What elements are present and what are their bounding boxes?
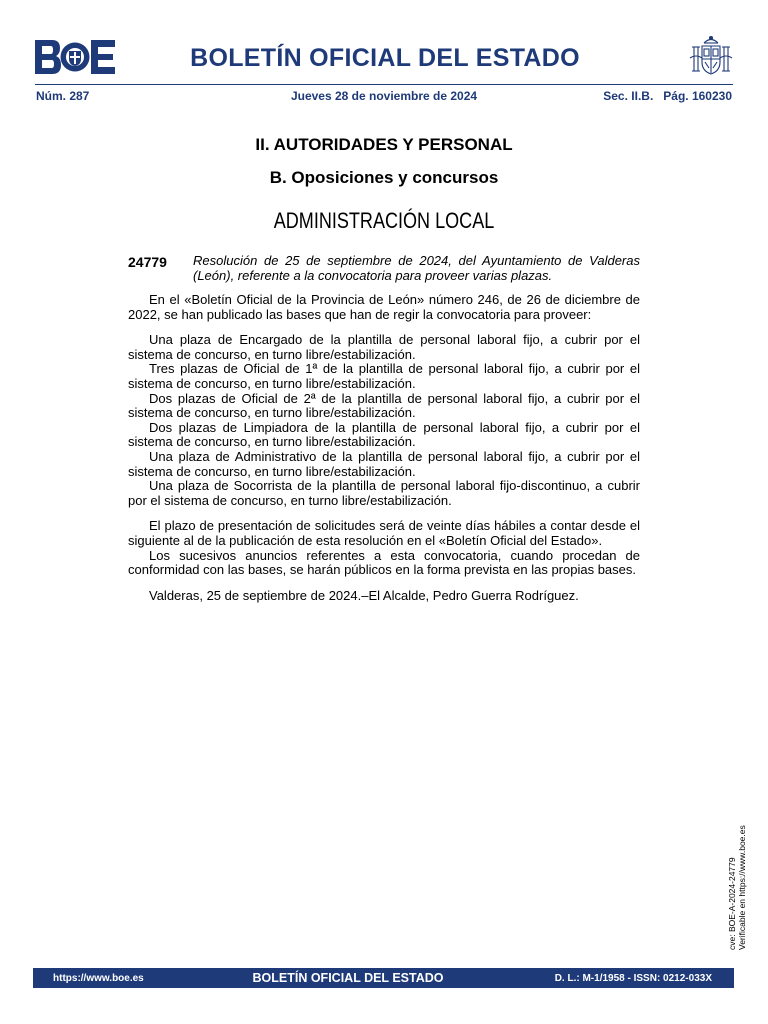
body-paragraph: El plazo de presentación de solicitudes será de veinte días hábiles a contar desde el siguiente al de la publicación de esta resolución en el «Boletín Oficial del Estado». (128, 518, 640, 548)
section-title: II. AUTORIDADES Y PERSONAL (255, 135, 513, 154)
issue-date: Jueves 28 de noviembre de 2024 (290, 89, 478, 103)
body-paragraph: Una plaza de Socorrista de la plantilla de personal laboral fijo-discontinuo, a cubrir por el sistema de concurso, en turno libre/estabilización. (128, 478, 640, 508)
body-paragraph: Dos plazas de Limpiadora de la plantilla de personal laboral fijo, a cubrir por el sistema de concurso, en turno libre/estabilización. (128, 419, 640, 450)
footer-issn: D. L.: M-1/1958 - ISSN: 0212-033X (554, 973, 712, 984)
category-title: ADMINISTRACIÓN LOCAL (273, 208, 495, 233)
footer-url-link[interactable]: https://www.boe.es (53, 973, 144, 984)
document-number: 24779 (128, 254, 167, 270)
masthead-title: BOLETÍN OFICIAL DEL ESTADO (190, 44, 580, 72)
boe-logo (35, 40, 115, 74)
cve-side-note (727, 825, 747, 950)
body-paragraph: Una plaza de Encargado de la plantilla de personal laboral fijo, a cubrir por el sistema de concurso, en turno libre/estabilización. (128, 332, 640, 362)
issue-number: Núm. 287 (36, 89, 90, 103)
verify-note[interactable]: Verificable en https://www.boe.es (737, 825, 747, 950)
section-page: Sec. II.B. Pág. 160230 (603, 89, 732, 103)
document-body (128, 293, 640, 603)
footer-bar (33, 968, 734, 988)
body-paragraph: En el «Boletín Oficial de la Provincia de León» número 246, de 26 de diciembre de 2022, se han publicado las bases que han de regir la convocatoria para proveer: (128, 292, 640, 322)
body-paragraph: Los sucesivos anuncios referentes a esta convocatoria, cuando procedan de conformidad con las bases, se harán públicos en la forma prevista en las propias bases. (128, 547, 640, 578)
body-paragraph: Una plaza de Administrativo de la plantilla de personal laboral fijo, a cubrir por el sistema de concurso, en turno libre/estabilización. (128, 448, 640, 479)
header-divider (35, 84, 733, 85)
subsection-title: B. Oposiciones y concursos (269, 168, 499, 187)
footer-title: BOLETÍN OFICIAL DEL ESTADO (252, 971, 444, 985)
cve-code: cve: BOE-A-2024-24779 (727, 857, 737, 950)
signature-paragraph: Valderas, 25 de septiembre de 2024.–El Alcalde, Pedro Guerra Rodríguez. (149, 587, 579, 603)
body-paragraph: Dos plazas de Oficial de 2ª de la plantilla de personal laboral fijo, a cubrir por el sistema de concurso, en turno libre/estabilización. (128, 390, 640, 421)
body-paragraph: Tres plazas de Oficial de 1ª de la plantilla de personal laboral fijo, a cubrir por el sistema de concurso, en turno libre/estabilización. (128, 361, 640, 391)
spain-coat-of-arms-icon (688, 34, 734, 80)
document-summary: Resolución de 25 de septiembre de 2024, del Ayuntamiento de Valderas (León), referente a la convocatoria para proveer varias plazas. (193, 253, 640, 283)
